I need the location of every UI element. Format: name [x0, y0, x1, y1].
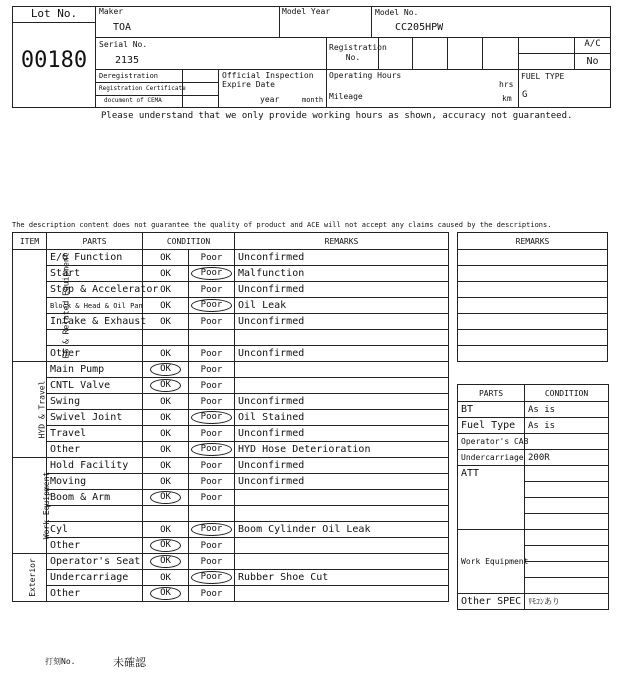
right-part-condition	[525, 578, 609, 594]
condition-ok-cell	[143, 570, 189, 586]
group-label: HYD & Travel	[37, 380, 47, 439]
part-name: Cyl	[47, 522, 143, 538]
condition-poor-cell	[189, 346, 235, 362]
table-row	[13, 474, 449, 490]
condition-poor: Poor	[200, 380, 223, 391]
table-row	[13, 506, 449, 522]
right-parts-row	[458, 466, 609, 482]
condition-poor-cell	[189, 410, 235, 426]
right-parts-header-row	[458, 385, 609, 402]
remark: Unconfirmed	[235, 394, 449, 410]
condition-ok-cell	[143, 394, 189, 410]
remark	[235, 538, 449, 554]
remark	[235, 330, 449, 346]
condition-poor-cell	[189, 442, 235, 458]
condition-ok-cell	[143, 538, 189, 554]
remark	[235, 586, 449, 602]
part-name: Undercarriage	[47, 570, 143, 586]
model-year-label: Model Year	[282, 7, 331, 16]
condition-poor: Poor	[200, 428, 223, 439]
condition-ok-cell	[143, 522, 189, 538]
condition-poor-cell	[189, 282, 235, 298]
right-parts-table	[457, 384, 609, 610]
part-name: Main Pump	[47, 362, 143, 378]
condition-poor-cell	[189, 378, 235, 394]
condition-ok-cell	[143, 426, 189, 442]
part-name: Swivel Joint	[47, 410, 143, 426]
part-name: CNTL Valve	[47, 378, 143, 394]
condition-poor-cell	[189, 490, 235, 506]
condition-ok: OK	[160, 444, 171, 455]
condition-poor-cell	[189, 426, 235, 442]
table-row	[13, 426, 449, 442]
table-row	[13, 378, 449, 394]
condition-ok-cell	[143, 474, 189, 490]
group-label: Exterior	[27, 558, 37, 597]
att-label	[458, 466, 525, 530]
part-name: Start	[47, 266, 143, 282]
table-row	[13, 394, 449, 410]
condition-poor: Poor	[191, 443, 233, 456]
condition-ok: OK	[160, 428, 171, 439]
part-name: Operator's Seat	[47, 554, 143, 570]
condition-ok: OK	[160, 300, 171, 311]
condition-poor: Poor	[200, 588, 223, 599]
part-name: Block & Head & Oil Pan	[47, 298, 143, 314]
remarks-cell	[458, 346, 608, 362]
condition-ok: OK	[160, 284, 171, 295]
remark: Unconfirmed	[235, 282, 449, 298]
condition-poor-cell	[189, 570, 235, 586]
table-row	[13, 298, 449, 314]
condition-poor: Poor	[191, 411, 233, 424]
remark: Unconfirmed	[235, 250, 449, 266]
table-row	[13, 570, 449, 586]
remarks-cell	[458, 282, 608, 298]
part-name: Stop & Accelerator	[47, 282, 143, 298]
model-no-value: CC205HPW	[395, 22, 444, 33]
right-part-name: Fuel Type	[458, 418, 525, 434]
condition-poor-cell	[189, 298, 235, 314]
right-parts-row	[458, 402, 609, 418]
remarks-row	[458, 330, 608, 346]
condition-ok: OK	[160, 524, 171, 535]
table-row	[13, 586, 449, 602]
condition-poor-cell	[189, 362, 235, 378]
condition-poor: Poor	[200, 364, 223, 375]
table-row	[13, 346, 449, 362]
condition-ok-cell	[143, 506, 189, 522]
condition-ok-cell	[143, 490, 189, 506]
right-condition-label: CONDITION	[525, 385, 609, 402]
condition-poor-cell	[189, 522, 235, 538]
remark	[235, 554, 449, 570]
condition-ok: OK	[150, 539, 181, 552]
condition-ok: OK	[150, 363, 181, 376]
right-parts-row	[458, 450, 609, 466]
remarks-row	[458, 314, 608, 330]
condition-ok: OK	[150, 587, 181, 600]
year-label: year	[260, 95, 280, 104]
condition-poor-cell	[189, 250, 235, 266]
part-name: Other	[47, 586, 143, 602]
condition-poor: Poor	[200, 252, 223, 263]
right-part-condition	[525, 482, 609, 498]
condition-ok: OK	[160, 572, 171, 583]
att-label-text: ATT	[461, 468, 480, 479]
right-part-condition	[525, 514, 609, 530]
condition-ok: OK	[150, 491, 181, 504]
condition-ok: OK	[160, 316, 171, 327]
condition-ok-cell	[143, 554, 189, 570]
remark: Unconfirmed	[235, 346, 449, 362]
ac-value: No	[586, 56, 599, 67]
condition-poor: Poor	[200, 316, 223, 327]
right-part-condition: 200R	[525, 450, 609, 466]
remark: Unconfirmed	[235, 426, 449, 442]
condition-poor: Poor	[200, 540, 223, 551]
condition-ok-cell	[143, 298, 189, 314]
condition-ok: OK	[150, 555, 181, 568]
part-name: Other	[47, 346, 143, 362]
remark: Oil Stained	[235, 410, 449, 426]
disclaimer-text: The description content does not guarantee the quality of product and ACE will not accept any claims caused by the descriptions.	[12, 221, 552, 229]
part-name: E/G Function	[47, 250, 143, 266]
part-name	[47, 506, 143, 522]
remark: HYD Hose Deterioration	[235, 442, 449, 458]
condition-poor-cell	[189, 474, 235, 490]
remark	[235, 490, 449, 506]
right-part-condition	[525, 498, 609, 514]
condition-poor-cell	[189, 266, 235, 282]
table-row	[13, 282, 449, 298]
condition-poor-cell	[189, 538, 235, 554]
right-part-condition	[525, 546, 609, 562]
stamp-no-label: 打刻No.	[45, 657, 76, 666]
condition-ok: OK	[150, 379, 181, 392]
condition-poor: Poor	[200, 476, 223, 487]
remark: Unconfirmed	[235, 458, 449, 474]
condition-poor: Poor	[200, 492, 223, 503]
group-label-cell	[13, 554, 47, 602]
table-row	[13, 522, 449, 538]
remark: Oil Leak	[235, 298, 449, 314]
table-row	[13, 250, 449, 266]
table-row	[13, 490, 449, 506]
model-no-label: Model No.	[375, 8, 419, 17]
condition-ok-cell	[143, 346, 189, 362]
condition-ok-cell	[143, 266, 189, 282]
condition-table	[12, 232, 449, 602]
group-label: Work Equipment	[42, 471, 52, 540]
right-part-condition	[525, 466, 609, 482]
condition-ok: OK	[160, 476, 171, 487]
condition-ok-cell	[143, 362, 189, 378]
maker-label: Maker	[99, 7, 124, 16]
right-part-name: BT	[458, 402, 525, 418]
table-row	[13, 266, 449, 282]
condition-ok: OK	[160, 348, 171, 359]
condition-poor-cell	[189, 330, 235, 346]
condition-ok: OK	[160, 252, 171, 263]
condition-poor-cell	[189, 394, 235, 410]
part-name: Other	[47, 538, 143, 554]
table-row	[13, 554, 449, 570]
remarks-row	[458, 346, 608, 362]
remarks-row	[458, 282, 608, 298]
table-row	[13, 330, 449, 346]
right-part-condition: As is	[525, 418, 609, 434]
serial-value: 2135	[115, 55, 140, 66]
remark: Boom Cylinder Oil Leak	[235, 522, 449, 538]
fuel-type-label: FUEL TYPE	[521, 72, 565, 81]
remark	[235, 506, 449, 522]
condition-poor-cell	[189, 554, 235, 570]
right-part-name: Undercarriage	[458, 450, 525, 466]
right-part-condition	[525, 434, 609, 450]
remarks-cell	[458, 266, 608, 282]
mileage-label: Mileage	[329, 92, 363, 101]
condition-poor-cell	[189, 506, 235, 522]
right-parts-row	[458, 530, 609, 546]
condition-ok-cell	[143, 410, 189, 426]
remarks-cell	[458, 330, 608, 346]
remark: Unconfirmed	[235, 474, 449, 490]
condition-poor: Poor	[200, 396, 223, 407]
stamp-no-value: 未確認	[113, 656, 146, 669]
remarks-row	[458, 266, 608, 282]
condition-ok-cell	[143, 458, 189, 474]
condition-poor: Poor	[200, 556, 223, 567]
table-row	[13, 538, 449, 554]
remarks-cell	[458, 298, 608, 314]
remark: Malfunction	[235, 266, 449, 282]
km-label: km	[502, 94, 512, 103]
remarks-cell	[458, 250, 608, 266]
table-row	[13, 442, 449, 458]
right-part-condition: As is	[525, 402, 609, 418]
right-remarks-header: REMARKS	[458, 233, 608, 250]
reg-cert-label: Registration Certificate	[99, 85, 186, 92]
group-label: EG & Related Equipment	[61, 252, 71, 359]
condition-ok: OK	[160, 268, 171, 279]
condition-ok-cell	[143, 442, 189, 458]
hours-note: Please understand that we only provide working hours as shown, accuracy not guaranteed.	[101, 111, 573, 121]
table-row	[13, 362, 449, 378]
condition-ok: OK	[160, 396, 171, 407]
inspection-label: Official Inspection Expire Date	[222, 71, 314, 89]
condition-ok-cell	[143, 330, 189, 346]
condition-poor: Poor	[191, 571, 233, 584]
maker-value: TOA	[113, 22, 132, 33]
part-name: Travel	[47, 426, 143, 442]
ac-label: A/C	[584, 39, 601, 49]
group-label-cell	[13, 458, 52, 554]
serial-label: Serial No.	[99, 40, 148, 49]
remark	[235, 362, 449, 378]
condition-poor: Poor	[200, 284, 223, 295]
right-parts-row	[458, 594, 609, 610]
condition-ok-cell	[143, 378, 189, 394]
condition-poor: Poor	[200, 348, 223, 359]
operating-hours-label: Operating Hours	[329, 71, 402, 80]
part-name: Intake & Exhaust	[47, 314, 143, 330]
table-row	[13, 314, 449, 330]
other-spec-label: Other SPEC	[458, 594, 525, 610]
part-name: Moving	[47, 474, 143, 490]
parts-header: PARTS	[47, 233, 143, 250]
part-name: Other	[47, 442, 143, 458]
part-name: Hold Facility	[47, 458, 143, 474]
right-remarks-table	[457, 232, 608, 362]
table-row	[13, 410, 449, 426]
condition-header: CONDITION	[143, 233, 235, 250]
work-equipment-label	[458, 530, 529, 594]
condition-ok: OK	[160, 460, 171, 471]
right-parts-row	[458, 418, 609, 434]
remarks-cell	[458, 314, 608, 330]
registration-label: Registration No.	[329, 43, 387, 62]
remark	[235, 378, 449, 394]
condition-poor: Poor	[200, 460, 223, 471]
right-part-name: Operator's CAB	[458, 434, 525, 450]
right-parts-label: PARTS	[458, 385, 525, 402]
lot-label: Lot No.	[30, 7, 78, 20]
other-spec-value: ﾘﾓｺﾝあり	[525, 594, 609, 610]
month-label: month	[302, 96, 324, 104]
remarks-row	[458, 250, 608, 266]
condition-poor-cell	[189, 458, 235, 474]
part-name: Swing	[47, 394, 143, 410]
condition-ok-cell	[143, 250, 189, 266]
condition-ok-cell	[143, 314, 189, 330]
right-part-condition	[525, 562, 609, 578]
table-header-row	[13, 233, 449, 250]
condition-poor: Poor	[191, 523, 233, 536]
cema-label: document of CEMA	[104, 97, 162, 104]
remarks-header: REMARKS	[235, 233, 449, 250]
deregistration-label: Deregistration	[99, 72, 159, 80]
remarks-row	[458, 298, 608, 314]
condition-ok: OK	[160, 412, 171, 423]
lot-number: 00180	[20, 48, 88, 73]
table-row	[13, 458, 449, 474]
fuel-type-value: G	[522, 90, 528, 100]
condition-poor: Poor	[191, 267, 233, 280]
group-label-cell	[13, 362, 47, 458]
condition-poor-cell	[189, 314, 235, 330]
work-equipment-text: Work Equipment	[461, 557, 529, 566]
condition-poor-cell	[189, 586, 235, 602]
part-name: Boom & Arm	[47, 490, 143, 506]
condition-ok-cell	[143, 586, 189, 602]
right-parts-row	[458, 434, 609, 450]
hrs-label: hrs	[499, 80, 514, 89]
condition-poor: Poor	[191, 299, 233, 312]
right-part-condition	[525, 530, 609, 546]
remark: Unconfirmed	[235, 314, 449, 330]
remark: Rubber Shoe Cut	[235, 570, 449, 586]
item-header: ITEM	[13, 233, 47, 250]
